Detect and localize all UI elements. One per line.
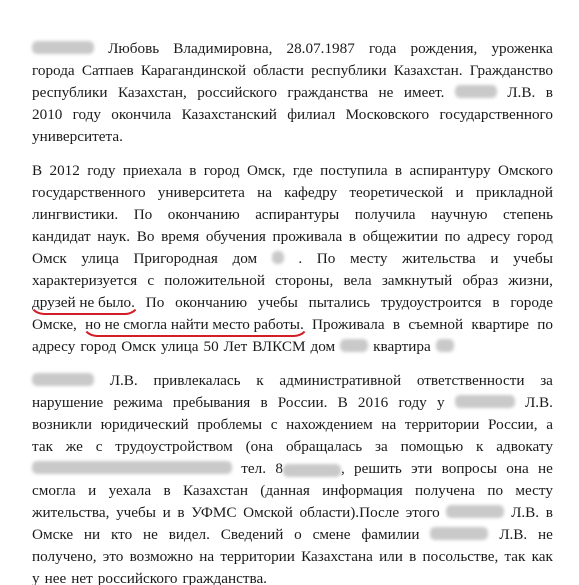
word: стороны, xyxy=(275,272,334,289)
word: Казахстан xyxy=(182,482,248,499)
word: о xyxy=(294,526,302,543)
word: 28.07.1987 xyxy=(286,40,355,57)
word: учебы xyxy=(257,294,298,311)
word: в xyxy=(348,228,357,245)
word: информация xyxy=(322,482,403,499)
word: режима xyxy=(113,394,163,411)
word: по xyxy=(537,316,553,333)
paragraph-2-line xyxy=(32,270,553,292)
word: окончанию xyxy=(175,294,248,311)
word: фамилии xyxy=(361,526,420,543)
word: уроженка xyxy=(491,40,553,57)
word: 2012 xyxy=(49,162,80,179)
word: у xyxy=(436,394,445,411)
word: вела xyxy=(343,272,372,289)
word: адвокату xyxy=(496,438,553,455)
word: в xyxy=(177,504,185,521)
word: решить xyxy=(354,460,402,477)
word: этого xyxy=(405,504,440,521)
word: общежитии xyxy=(362,228,438,245)
word: городе xyxy=(510,294,553,311)
word: уехала xyxy=(108,482,152,499)
word: жизни, xyxy=(508,272,553,289)
word: России, xyxy=(488,416,538,433)
word: возможно xyxy=(129,548,194,565)
paragraph-3-line xyxy=(32,436,553,458)
word: рождения, xyxy=(410,40,478,57)
word: по xyxy=(487,482,504,499)
word: гражданства. xyxy=(182,570,267,585)
word: кандидат xyxy=(32,228,91,245)
word: В xyxy=(32,162,43,179)
word: российского xyxy=(97,570,178,585)
word: Л.В. xyxy=(109,372,138,389)
word: характеризуется xyxy=(32,272,138,289)
word: улица xyxy=(160,338,199,355)
paragraph-3-line xyxy=(32,524,553,546)
word: наук. xyxy=(97,228,131,245)
word: Л.В. xyxy=(499,526,528,543)
word: же xyxy=(65,438,83,455)
word: город xyxy=(80,338,117,355)
word: Л.В. xyxy=(507,84,536,101)
word: замкнутый xyxy=(381,272,453,289)
word: это xyxy=(102,548,124,565)
paragraph-2-line xyxy=(32,204,553,226)
word: или xyxy=(379,548,403,565)
word: Омской xyxy=(243,504,293,521)
word: за xyxy=(375,438,388,455)
word: не xyxy=(143,526,158,543)
paragraph-1-line xyxy=(32,126,553,148)
word: территории xyxy=(220,548,295,565)
paragraph-3-line xyxy=(32,502,553,524)
word: квартира xyxy=(373,338,431,355)
word: в xyxy=(163,482,171,499)
word: на xyxy=(257,184,272,201)
word: смене xyxy=(312,526,351,543)
word: Карагандинской xyxy=(140,62,247,79)
word: поступила xyxy=(320,162,388,179)
word: Казахстан. xyxy=(393,62,463,79)
word: году xyxy=(72,106,101,123)
word: Л.В. xyxy=(511,504,540,521)
word: трудоустроится xyxy=(380,294,482,311)
word: на xyxy=(381,416,397,433)
paragraph-2-line xyxy=(32,160,553,182)
word: так xyxy=(32,438,53,455)
word: с xyxy=(147,272,155,289)
paragraph-3-line xyxy=(32,392,553,414)
word: получила xyxy=(354,206,416,223)
word: на xyxy=(199,548,215,565)
word: Московского xyxy=(345,106,430,123)
paragraph-2-line xyxy=(32,248,553,270)
word: улица xyxy=(81,250,119,267)
word: окончила xyxy=(111,106,172,123)
redacted-text xyxy=(455,395,515,408)
word: дом xyxy=(310,338,336,355)
word: 2010 xyxy=(32,106,63,123)
word: Омского xyxy=(498,162,553,179)
word: обращалась xyxy=(285,438,363,455)
word: . xyxy=(298,250,303,267)
word: (данная xyxy=(260,482,310,499)
word: смогла xyxy=(32,482,76,499)
word: получено, xyxy=(32,548,97,565)
word: учебы xyxy=(116,504,156,521)
word: аспирантуры xyxy=(255,206,340,223)
word: кто xyxy=(110,526,133,543)
word: у xyxy=(32,570,40,585)
word: привлекалась xyxy=(153,372,241,389)
word: Омске, xyxy=(32,316,77,333)
redacted-text xyxy=(430,527,488,540)
word: Казахстанский xyxy=(181,106,277,123)
word: университета xyxy=(157,184,245,201)
word: территории xyxy=(404,416,480,433)
highlighted-phrase: друзей не было. xyxy=(32,294,135,311)
word: Владимировна, xyxy=(173,40,273,57)
word: области).После xyxy=(299,504,400,521)
word: в xyxy=(394,162,403,179)
word: месту xyxy=(349,250,388,267)
word: научную xyxy=(431,206,488,223)
word: в xyxy=(189,162,197,179)
word: учебы xyxy=(513,250,553,267)
paragraph-1-line xyxy=(32,82,553,104)
word: города xyxy=(32,62,75,79)
word: Пригородная xyxy=(133,250,218,267)
word: видел. xyxy=(168,526,210,543)
word: месту xyxy=(515,482,553,499)
word: Любовь xyxy=(108,40,160,57)
word: город xyxy=(203,162,240,179)
word: нее xyxy=(44,570,67,585)
paragraph-3-line xyxy=(32,568,553,585)
word: в xyxy=(545,504,553,521)
word: не xyxy=(378,84,394,101)
word: университета. xyxy=(32,128,123,145)
word: и xyxy=(162,504,171,521)
word: Во xyxy=(136,228,155,245)
redacted-text xyxy=(32,461,232,474)
word: По xyxy=(145,294,165,311)
word: нахождением xyxy=(286,416,373,433)
word: ни xyxy=(83,526,101,543)
word: нет xyxy=(71,570,93,585)
word: с xyxy=(270,416,278,433)
word: время xyxy=(161,228,200,245)
word: республики xyxy=(32,84,108,101)
word: республики xyxy=(311,62,387,79)
word: помощью xyxy=(400,438,464,455)
word: (она xyxy=(245,438,274,455)
word: проблемы xyxy=(197,416,263,433)
word: окончанию xyxy=(167,206,240,223)
word: Проживала xyxy=(312,316,385,333)
paragraph-2-line xyxy=(32,182,553,204)
redacted-text xyxy=(32,373,94,386)
word: Лет xyxy=(223,338,248,355)
highlighted-phrase: но не смогла найти место работы. xyxy=(85,316,304,333)
word: нарушение xyxy=(32,394,104,411)
word: жительства xyxy=(402,250,476,267)
word: к xyxy=(476,438,484,455)
word: положительной xyxy=(164,272,265,289)
word: имеет. xyxy=(403,84,445,101)
word: 50 xyxy=(203,338,219,355)
word: получена xyxy=(415,482,475,499)
word: тел. xyxy=(241,460,267,477)
paragraph-2-line xyxy=(32,314,553,336)
redacted-text xyxy=(272,251,284,264)
word: ВЛКСМ xyxy=(252,338,306,355)
word: не xyxy=(538,460,553,477)
word: Омск, xyxy=(246,162,286,179)
word: съемной xyxy=(408,316,464,333)
word: а xyxy=(546,416,553,433)
paragraph-2-line xyxy=(32,226,553,248)
paragraph-3-line xyxy=(32,546,553,568)
paragraph-3-line xyxy=(32,414,553,436)
word: теоретической xyxy=(349,184,444,201)
paragraph-1-line xyxy=(32,38,553,60)
word: области xyxy=(253,62,304,79)
word: В xyxy=(337,394,348,411)
word: квартире xyxy=(471,316,529,333)
word: Омск xyxy=(32,250,67,267)
redacted-text: 8 , xyxy=(275,460,345,477)
word: По xyxy=(316,250,336,267)
word: пытались xyxy=(308,294,371,311)
word: и xyxy=(455,184,464,201)
word: эти xyxy=(411,460,433,477)
word: жительства, xyxy=(32,504,110,521)
redacted-text xyxy=(340,339,368,352)
word: адресу xyxy=(32,338,76,355)
paragraph-1-line xyxy=(32,60,553,82)
redacted-text xyxy=(446,505,504,518)
word: трудоустройством xyxy=(115,438,233,455)
word: и xyxy=(88,482,97,499)
redacted-text xyxy=(455,85,497,98)
word: Омске xyxy=(32,526,74,543)
paragraph-2-line xyxy=(32,336,553,358)
word: пребывания xyxy=(172,394,251,411)
word: по xyxy=(444,228,461,245)
word: году xyxy=(398,394,427,411)
paragraph-3-line xyxy=(32,370,553,392)
redacted-text xyxy=(32,41,94,54)
word: в xyxy=(492,294,500,311)
word: Казахстан, xyxy=(117,84,187,101)
word: России. xyxy=(277,394,328,411)
word: с xyxy=(95,438,103,455)
word: году xyxy=(87,162,116,179)
word: Л.В. xyxy=(524,394,553,411)
word: город xyxy=(516,228,553,245)
word: лингвистики. xyxy=(32,206,119,223)
word: приехала xyxy=(122,162,182,179)
word: проживала xyxy=(272,228,343,245)
word: она xyxy=(506,460,529,477)
paragraph-1-line xyxy=(32,104,553,126)
paragraph-3-line xyxy=(32,480,553,502)
word: Гражданство xyxy=(469,62,553,79)
word: российского xyxy=(197,84,277,101)
word: дом xyxy=(232,250,258,267)
word: где xyxy=(292,162,313,179)
word: степень xyxy=(502,206,553,223)
word: государственного xyxy=(32,184,146,201)
word: административной xyxy=(279,372,402,389)
paragraph-3-line xyxy=(32,458,553,480)
word: государственного xyxy=(439,106,553,123)
word: в xyxy=(260,394,268,411)
word: к xyxy=(256,372,264,389)
word: Омск xyxy=(121,338,156,355)
word: Казахстана xyxy=(301,548,373,565)
word: в xyxy=(409,548,417,565)
word: По xyxy=(133,206,153,223)
word: как xyxy=(531,548,553,565)
word: в xyxy=(545,84,553,101)
word: Сатпаев xyxy=(81,62,134,79)
word: так xyxy=(504,548,526,565)
word: ответственности xyxy=(416,372,525,389)
word: в xyxy=(392,316,401,333)
word: прикладной xyxy=(475,184,553,201)
word: 2016 xyxy=(357,394,389,411)
word: обучения xyxy=(205,228,266,245)
word: кафедру xyxy=(284,184,338,201)
word: гражданства xyxy=(287,84,369,101)
word: Сведений xyxy=(220,526,284,543)
word: юридический xyxy=(100,416,189,433)
word: возникли xyxy=(32,416,93,433)
word: филиал xyxy=(287,106,336,123)
word: за xyxy=(540,372,553,389)
word: не xyxy=(538,526,553,543)
word: и xyxy=(490,250,499,267)
word: УФМС xyxy=(191,504,237,521)
word: посольстве, xyxy=(422,548,499,565)
word: вопросы xyxy=(441,460,497,477)
word: аспирантуру xyxy=(409,162,491,179)
paragraph-2-line xyxy=(32,292,553,314)
word: адресу xyxy=(466,228,511,245)
word: года xyxy=(368,40,397,57)
redacted-text xyxy=(436,339,454,352)
word: образ xyxy=(462,272,499,289)
